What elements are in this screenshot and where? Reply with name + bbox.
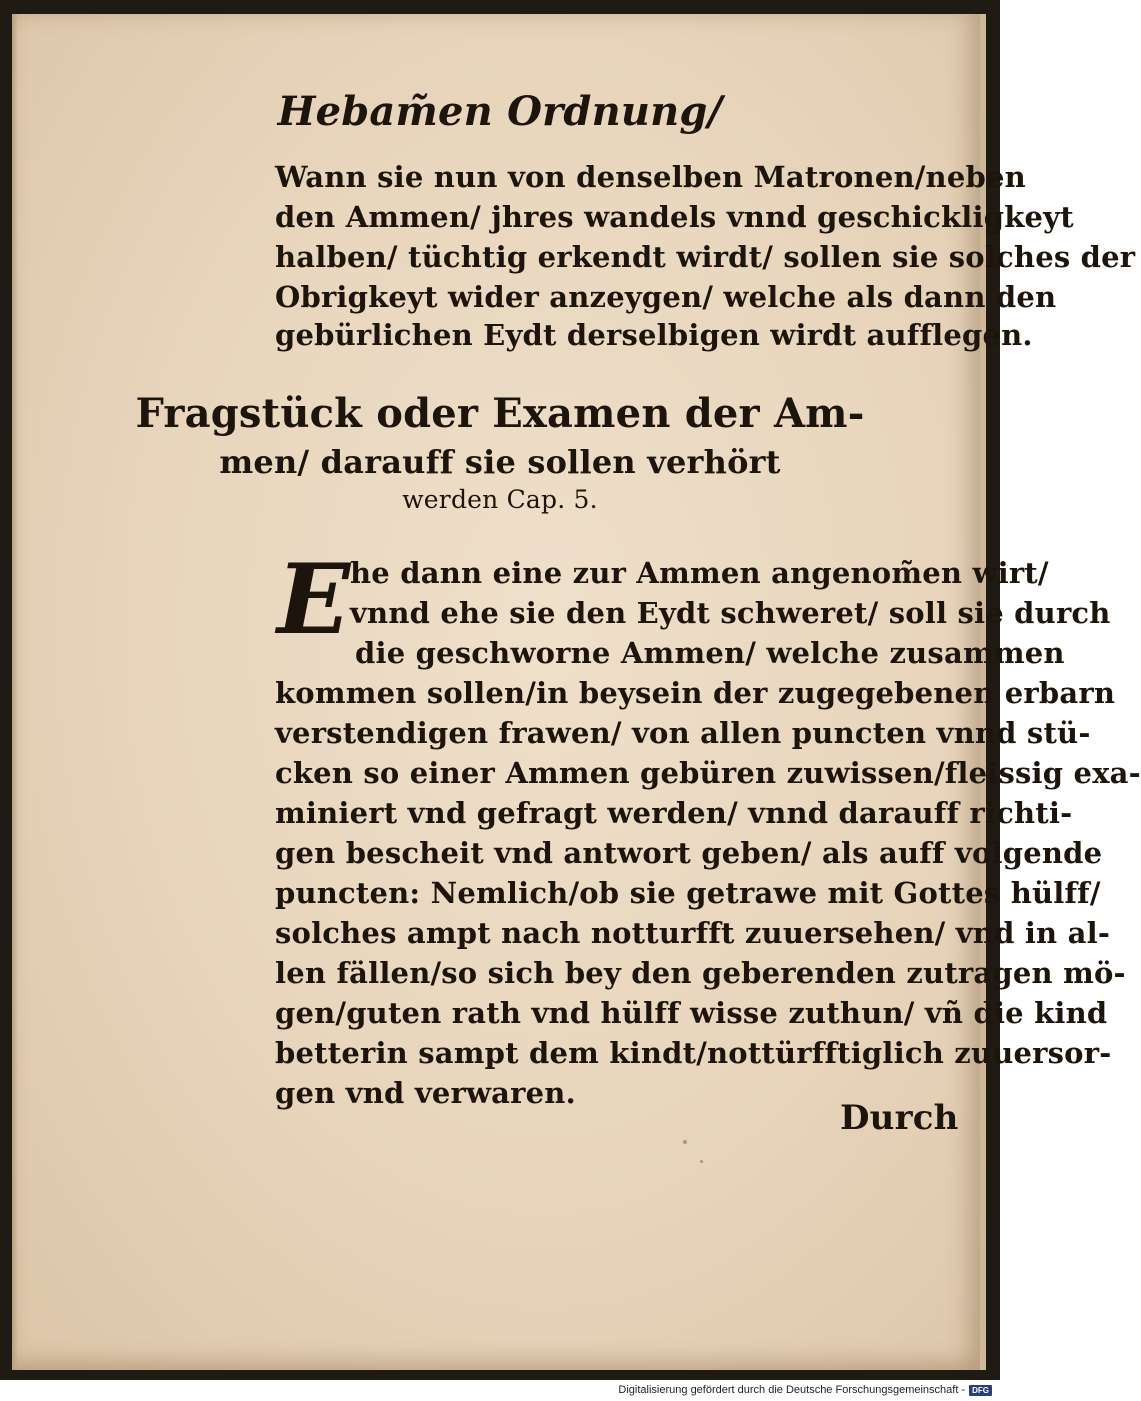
paragraph2-line: gen bescheit vnd antwort geben/ als auff volgende (275, 836, 1103, 870)
running-head: Hebam̃en Ordnung/ (277, 88, 723, 135)
dfg-logo-icon: DFG (969, 1385, 992, 1396)
footer-text: Digitalisierung gefördert durch die Deutsche Forschungsgemeinschaft - (618, 1384, 966, 1396)
paragraph1-line: den Ammen/ jhres wandels vnnd geschickligkeyt (275, 200, 1074, 234)
paragraph2-line: betterin sampt dem kindt/nottürfftiglich zuuersor- (275, 1036, 1112, 1070)
paragraph1-line: Wann sie nun von denselben Matronen/neben (275, 160, 1026, 194)
catchword: Durch (840, 1098, 959, 1138)
page-edge-shadow (12, 14, 18, 1370)
paragraph2-line: solches ampt nach notturfft zuuersehen/ vnd in al- (275, 916, 1111, 950)
paragraph1-line: halben/ tüchtig erkendt wirdt/ sollen sie solches der (275, 240, 1136, 274)
ink-speck (700, 1160, 703, 1163)
paragraph2-line: vnnd ehe sie den Eydt schweret/ soll sie durch (350, 596, 1111, 630)
paragraph2-line: len fällen/so sich bey den geberenden zutragen mö- (275, 956, 1126, 990)
digitization-footer (618, 1382, 992, 1398)
paragraph2-line: cken so einer Ammen gebüren zuwissen/fleissig exa- (275, 756, 1141, 790)
decorated-initial: E (277, 543, 351, 656)
paragraph2-line: puncten: Nemlich/ob sie getrawe mit Gottes hülff/ (275, 876, 1101, 910)
paragraph1-line: gebürlichen Eydt derselbigen wirdt aufflegen. (275, 318, 1033, 352)
chapter-title-line2: men/ darauff sie sollen verhört (219, 443, 781, 481)
paragraph2-line: kommen sollen/in beysein der zugegebenen erbarn (275, 676, 1116, 710)
ink-speck (683, 1140, 687, 1144)
paragraph2-line: he dann eine zur Ammen angenom̃en wirt/ (350, 556, 1049, 590)
paragraph1-line: Obrigkeyt wider anzeygen/ welche als dann den (275, 280, 1057, 314)
paragraph2-line: verstendigen frawen/ von allen puncten vnnd stü- (275, 716, 1091, 750)
chapter-title-line1: Fragstück oder Examen der Am- (135, 390, 865, 437)
paragraph2-line: miniert vnd gefragt werden/ vnnd darauff richti- (275, 796, 1073, 830)
paragraph2-line: gen/guten rath vnd hülff wisse zuthun/ vñ die kind (275, 996, 1108, 1030)
paragraph2-line: gen vnd verwaren. (275, 1076, 576, 1110)
paragraph2-line: die geschworne Ammen/ welche zusammen (355, 636, 1065, 670)
chapter-title-line3: werden Cap. 5. (402, 485, 598, 514)
